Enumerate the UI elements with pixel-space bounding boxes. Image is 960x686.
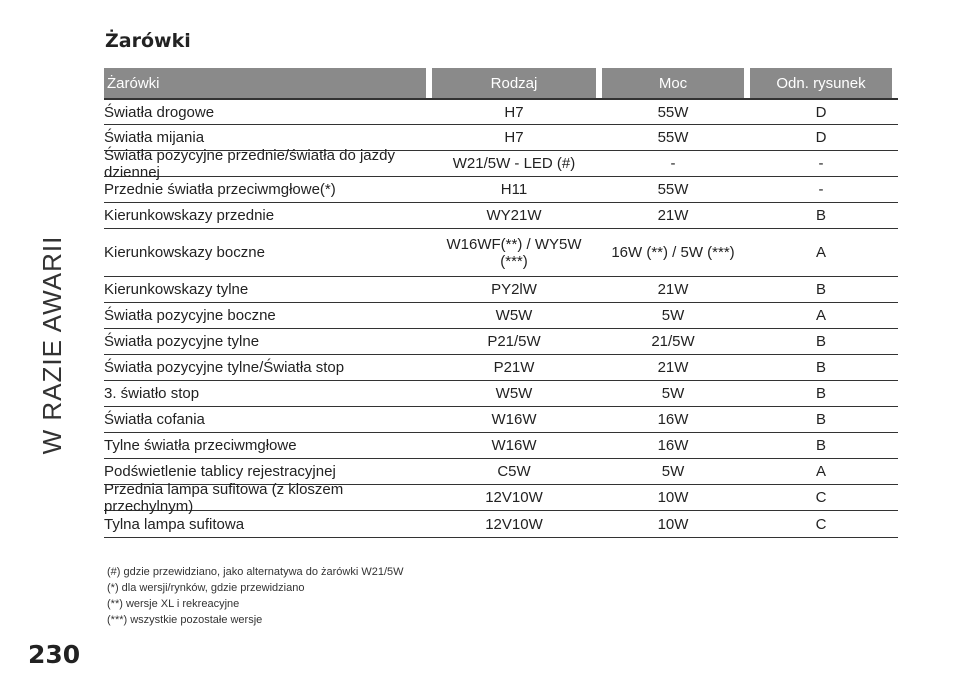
cell-bulb bbox=[104, 244, 426, 261]
footnote: (***) wszystkie pozostałe wersje bbox=[107, 614, 263, 626]
cell-figure-ref-text: B bbox=[815, 207, 826, 224]
cell-type bbox=[432, 281, 596, 298]
footnote: (*) dla wersji/rynków, gdzie przewidziano bbox=[107, 582, 305, 594]
cell-type-text: W5W bbox=[495, 307, 533, 324]
cell-bulb bbox=[104, 481, 426, 515]
section-title: Żarówki bbox=[105, 30, 191, 52]
cell-type-text: H11 bbox=[500, 181, 528, 198]
cell-power bbox=[602, 155, 744, 172]
header-cell-bulb: Żarówki bbox=[104, 68, 426, 98]
cell-bulb bbox=[104, 281, 426, 298]
cell-type bbox=[432, 463, 596, 480]
table-row bbox=[104, 380, 898, 406]
cell-type-text: PY2lW bbox=[491, 281, 537, 298]
cell-power bbox=[602, 281, 744, 298]
cell-figure-ref bbox=[750, 385, 892, 402]
cell-figure-ref bbox=[750, 411, 892, 428]
cell-bulb-text: Światła mijania bbox=[104, 129, 205, 146]
cell-bulb-text: Światła pozycyjne tylne bbox=[104, 333, 260, 350]
cell-bulb-text: Tylna lampa sufitowa bbox=[104, 515, 245, 533]
cell-figure-ref-text: B bbox=[815, 411, 826, 428]
cell-figure-ref-text: D bbox=[815, 129, 827, 146]
cell-figure-ref-text: C bbox=[815, 515, 827, 533]
cell-type-text: W16W bbox=[491, 437, 537, 454]
cell-type bbox=[432, 516, 596, 533]
cell-power-text: 21W bbox=[657, 207, 689, 224]
cell-type bbox=[432, 207, 596, 224]
cell-type bbox=[432, 489, 596, 506]
cell-bulb bbox=[104, 411, 426, 428]
cell-figure-ref-text: C bbox=[815, 489, 827, 506]
cell-bulb-text: Światła pozycyjne boczne bbox=[104, 307, 276, 324]
cell-figure-ref bbox=[750, 307, 892, 324]
cell-power-text: 16W bbox=[657, 437, 689, 454]
cell-type-text: H7 bbox=[504, 103, 524, 121]
cell-power-text: 5W bbox=[661, 307, 685, 324]
cell-figure-ref bbox=[750, 129, 892, 146]
cell-figure-ref-text: A bbox=[815, 463, 826, 480]
cell-bulb bbox=[104, 463, 426, 480]
table-row bbox=[104, 406, 898, 432]
cell-type-text: W5W bbox=[495, 385, 533, 402]
cell-bulb bbox=[104, 104, 426, 121]
cell-type-text: C5W bbox=[497, 463, 531, 480]
footnotes bbox=[107, 564, 404, 628]
cell-figure-ref-text: D bbox=[815, 103, 827, 121]
table-row bbox=[104, 276, 898, 302]
cell-figure-ref bbox=[750, 207, 892, 224]
cell-bulb-text: Światła pozycyjne tylne/Światła stop bbox=[104, 359, 345, 376]
footnote: (#) gdzie przewidziano, jako alternatywa do żarówki W21/5W bbox=[107, 566, 404, 578]
table-row bbox=[104, 432, 898, 458]
table-row bbox=[104, 328, 898, 354]
cell-bulb-text: Podświetlenie tablicy rejestracyjnej bbox=[104, 463, 336, 480]
table-header bbox=[104, 68, 898, 98]
cell-type-text: W21/5W - LED (#) bbox=[452, 155, 576, 172]
cell-bulb-text: Światła pozycyjne przednie/światła do jazdy dziennej bbox=[104, 146, 395, 181]
cell-power-text: 16W (**) / 5W (***) bbox=[611, 244, 735, 261]
cell-figure-ref bbox=[750, 181, 892, 198]
table-row bbox=[104, 480, 898, 515]
cell-figure-ref bbox=[750, 281, 892, 298]
cell-figure-ref-text: A bbox=[815, 307, 826, 324]
cell-power bbox=[602, 385, 744, 402]
cell-type bbox=[432, 104, 596, 121]
cell-power-text: 55W bbox=[657, 103, 689, 121]
cell-figure-ref bbox=[750, 155, 892, 172]
cell-power bbox=[602, 181, 744, 198]
cell-power-text: 16W bbox=[657, 411, 689, 428]
bulb-table bbox=[104, 68, 898, 538]
cell-type-text: H7 bbox=[504, 129, 524, 146]
cell-bulb bbox=[104, 207, 426, 224]
cell-bulb-text: Kierunkowskazy tylne bbox=[104, 281, 249, 298]
cell-power bbox=[602, 129, 744, 146]
table-row bbox=[104, 202, 898, 228]
cell-bulb bbox=[104, 437, 426, 454]
header-cell-power: Moc bbox=[602, 68, 744, 98]
cell-type-text: P21/5W bbox=[487, 333, 541, 350]
cell-type-text: W16W bbox=[491, 411, 537, 428]
cell-type bbox=[432, 181, 596, 198]
header-cell-type: Rodzaj bbox=[432, 68, 596, 98]
cell-type bbox=[432, 385, 596, 402]
cell-figure-ref bbox=[750, 333, 892, 350]
cell-bulb bbox=[104, 307, 426, 324]
table-row bbox=[104, 146, 898, 181]
cell-type bbox=[432, 437, 596, 454]
cell-type-text: 12V10W bbox=[485, 515, 543, 533]
cell-bulb-text: 3. światło stop bbox=[104, 385, 200, 402]
cell-bulb bbox=[104, 385, 426, 402]
cell-figure-ref bbox=[750, 244, 892, 261]
cell-figure-ref bbox=[750, 437, 892, 454]
cell-figure-ref-text: B bbox=[815, 359, 826, 376]
cell-type bbox=[432, 333, 596, 350]
cell-figure-ref-text: B bbox=[815, 333, 826, 350]
header-cell-figure-ref: Odn. rysunek bbox=[750, 68, 892, 98]
cell-bulb-text: Kierunkowskazy przednie bbox=[104, 207, 275, 224]
cell-power bbox=[602, 333, 744, 350]
footnote: (**) wersje XL i rekreacyjne bbox=[107, 598, 240, 610]
cell-type bbox=[432, 155, 596, 172]
cell-power bbox=[602, 463, 744, 480]
cell-power bbox=[602, 244, 744, 261]
table-body bbox=[104, 98, 898, 538]
table-row bbox=[104, 354, 898, 380]
cell-type bbox=[432, 359, 596, 376]
cell-power bbox=[602, 104, 744, 121]
cell-power-text: 21W bbox=[657, 281, 689, 298]
cell-power-text: 10W bbox=[657, 489, 689, 506]
cell-power bbox=[602, 207, 744, 224]
cell-figure-ref-text: - bbox=[818, 155, 824, 172]
cell-type-text: 12V10W bbox=[485, 489, 543, 506]
cell-figure-ref-text: B bbox=[815, 385, 826, 402]
cell-bulb-text: Tylne światła przeciwmgłowe bbox=[104, 437, 297, 454]
cell-power-text: 5W bbox=[661, 385, 685, 402]
cell-figure-ref bbox=[750, 104, 892, 121]
cell-power bbox=[602, 307, 744, 324]
cell-power-text: 21W bbox=[657, 359, 689, 376]
cell-figure-ref bbox=[750, 489, 892, 506]
cell-type-text: W16WF(**) / WY5W (***) bbox=[446, 235, 582, 270]
cell-type-text: P21W bbox=[493, 359, 535, 376]
cell-figure-ref-text: A bbox=[815, 244, 826, 261]
cell-bulb-text: Przednie światła przeciwmgłowe(*) bbox=[104, 181, 336, 198]
cell-power-text: 21/5W bbox=[651, 333, 695, 350]
table-row bbox=[104, 302, 898, 328]
table-row bbox=[104, 98, 898, 124]
cell-power bbox=[602, 411, 744, 428]
cell-bulb bbox=[104, 359, 426, 376]
cell-power-text: 55W bbox=[657, 181, 689, 198]
cell-figure-ref-text: B bbox=[815, 281, 826, 298]
cell-type-text: WY21W bbox=[486, 207, 542, 224]
cell-figure-ref bbox=[750, 359, 892, 376]
cell-bulb bbox=[104, 181, 426, 198]
cell-bulb-text: Kierunkowskazy boczne bbox=[104, 244, 265, 261]
cell-power bbox=[602, 359, 744, 376]
cell-bulb-text: Światła drogowe bbox=[104, 103, 215, 121]
cell-bulb-text: Przednia lampa sufitowa (z kloszem przechylnym) bbox=[104, 480, 344, 515]
cell-power-text: 55W bbox=[657, 129, 689, 146]
cell-type bbox=[432, 307, 596, 324]
cell-power-text: 10W bbox=[657, 515, 689, 533]
cell-bulb bbox=[104, 333, 426, 350]
cell-figure-ref bbox=[750, 516, 892, 533]
cell-figure-ref-text: - bbox=[818, 181, 824, 198]
cell-figure-ref bbox=[750, 463, 892, 480]
cell-bulb bbox=[104, 129, 426, 146]
cell-figure-ref-text: B bbox=[815, 437, 826, 454]
cell-power bbox=[602, 489, 744, 506]
cell-power-text: 5W bbox=[661, 463, 685, 480]
cell-bulb bbox=[104, 147, 426, 181]
cell-bulb bbox=[104, 516, 426, 533]
page-number: 230 bbox=[28, 640, 81, 669]
chapter-side-title: W RAZIE AWARII bbox=[37, 235, 67, 455]
cell-type bbox=[432, 411, 596, 428]
table-row bbox=[104, 228, 898, 276]
cell-type bbox=[432, 236, 596, 270]
cell-type bbox=[432, 129, 596, 146]
cell-bulb-text: Światła cofania bbox=[104, 411, 205, 428]
cell-power bbox=[602, 516, 744, 533]
cell-power bbox=[602, 437, 744, 454]
cell-power-text: - bbox=[670, 155, 676, 172]
